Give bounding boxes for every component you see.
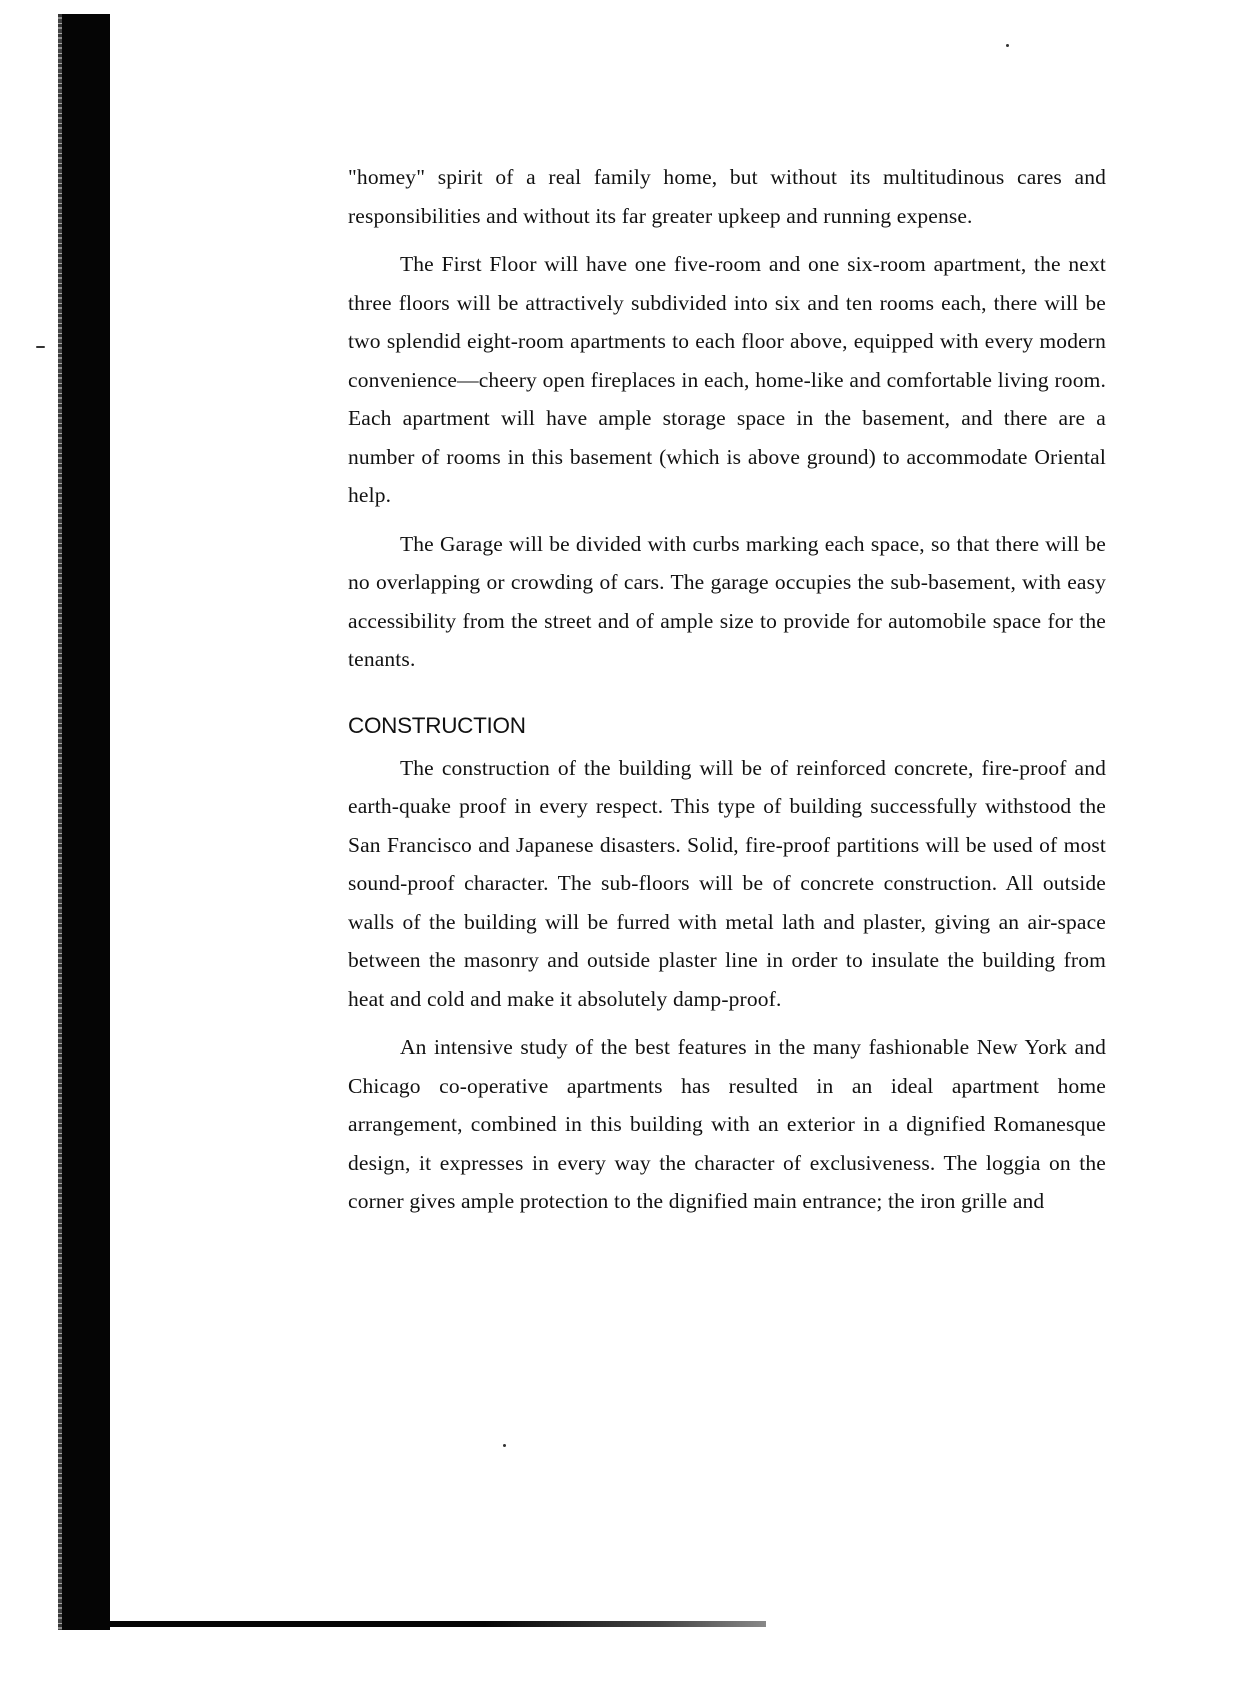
page-body [348,158,1106,1231]
paragraph-construction: The construction of the building will be of reinforced concrete, fire-proof and earth-quake proof in every respect. This type of building successfully withstood the San Francisco and Japanese disasters. Solid, fire-proof partitions will be used of most sound-proof character. The sub-floors will be of concrete construction. All outside walls of the building will be furred with metal lath and plaster, giving an air-space between the masonry and outside plaster line in order to insulate the building from heat and cold and make it absolutely damp-proof. [348,755,1106,1011]
scan-speck [503,1444,506,1447]
paragraph-first-floor: The First Floor will have one five-room and one six-room apartment, the next three floors will be attractively subdivided into six and ten rooms each, there will be two splendid eight-room apartments to each floor above, equipped with every modern convenience—cheery open fireplaces in each, home-like and comfortable living room. Each apartment will have ample storage space in the basement, and there are a number of rooms in this basement (which is above ground) to accommodate Oriental help. [348,252,1106,507]
scan-speck [36,346,45,348]
scan-left-edge-shadow [62,14,110,1630]
paragraph-homey-spirit: "homey" spirit of a real family home, but without its multitudinous cares and responsibilities and without its far greater upkeep and running expense. [348,165,1106,228]
paragraph-intensive-study: An intensive study of the best features in the many fashionable New York and Chicago co-operative apartments has resulted in an ideal apartment home arrangement, combined in this building with an exterior in a dignified Romanesque design, it expresses in every way the character of exclusiveness. The loggia on the corner gives ample protection to the dignified main entrance; the iron grille and [348,1035,1106,1213]
scan-speck [1006,44,1009,47]
scan-bottom-edge-shadow [62,1621,766,1627]
section-heading-construction: CONSTRUCTION [348,712,526,738]
paragraph-garage: The Garage will be divided with curbs marking each space, so that there will be no overlapping or crowding of cars. The garage occupies the sub-basement, with easy accessibility from the street and of ample size to provide for automobile space for the tenants. [348,531,1106,671]
